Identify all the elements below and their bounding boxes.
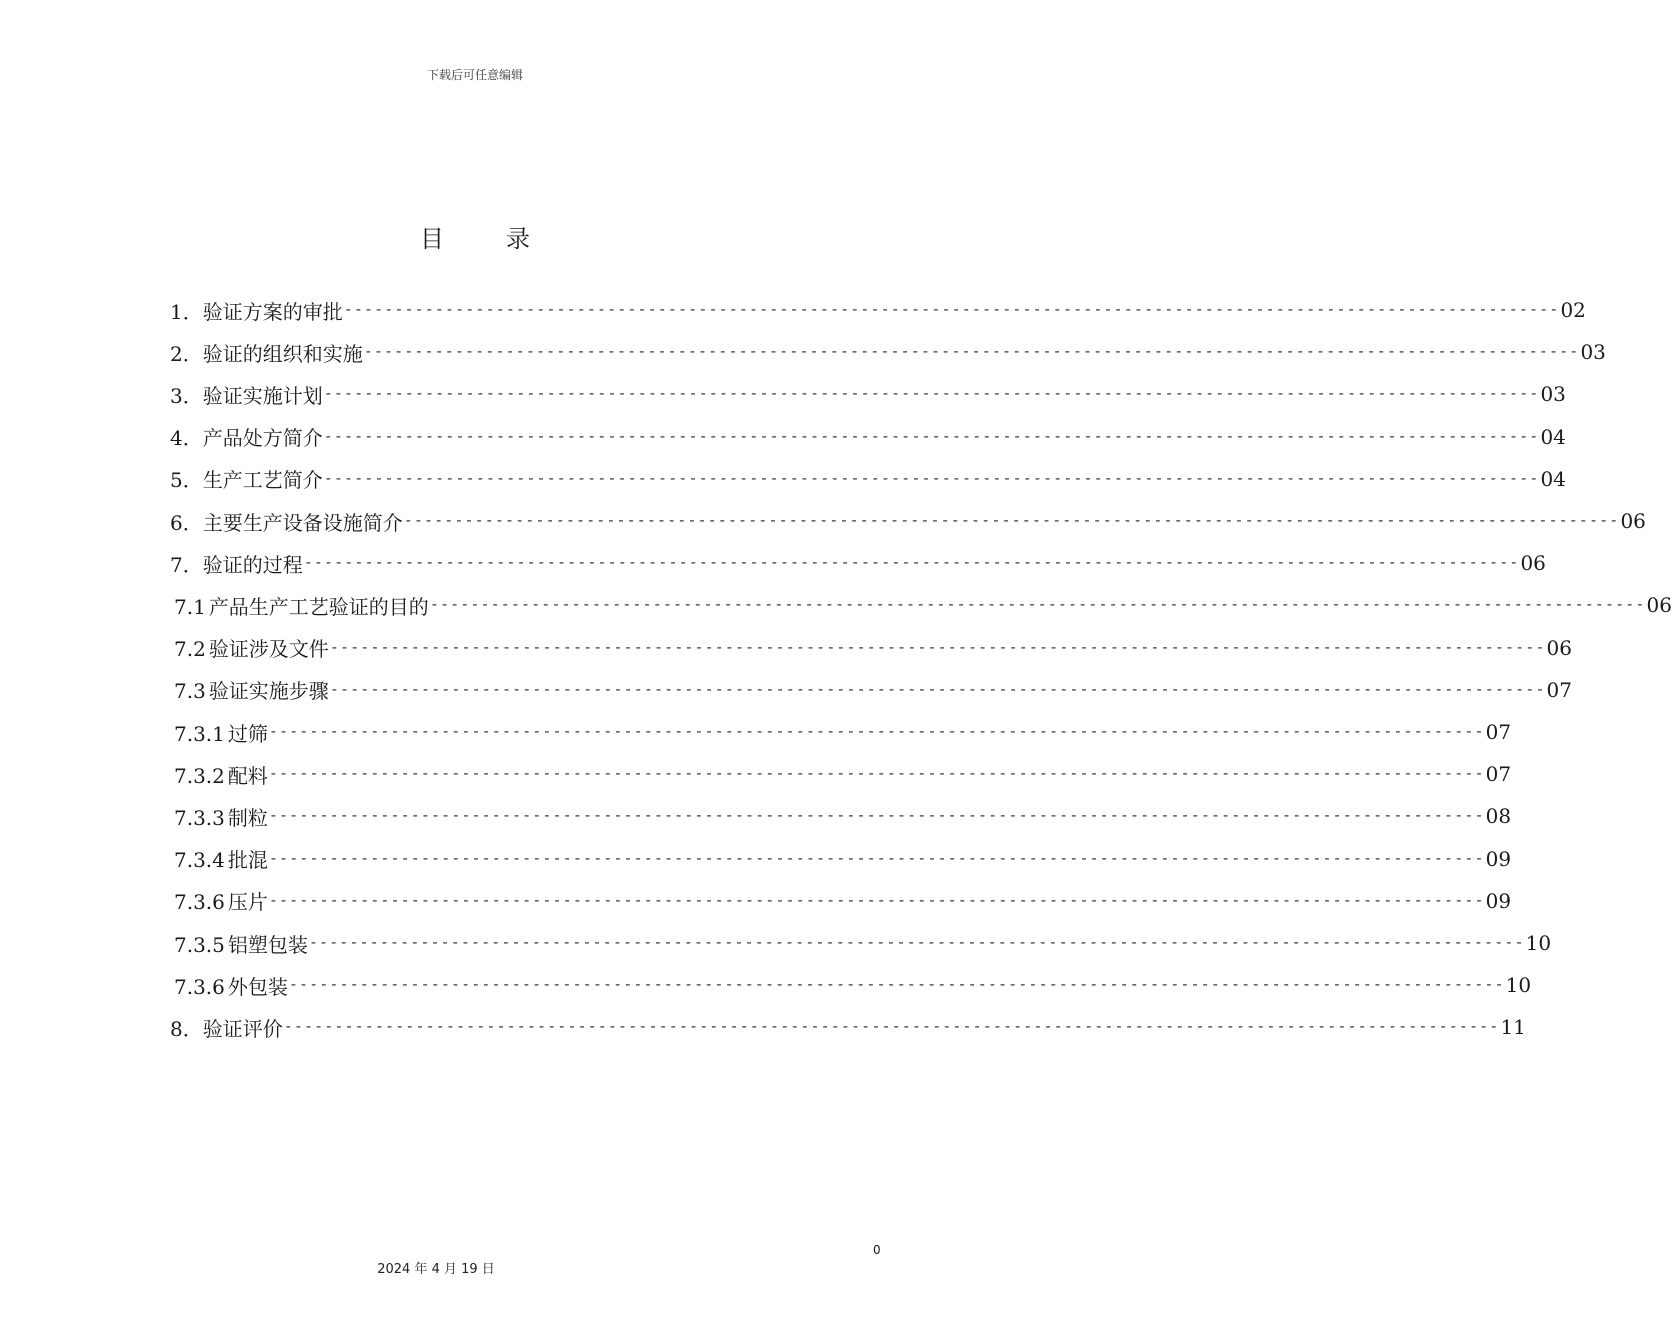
toc-entry-number: 7.3.4 — [174, 848, 225, 873]
toc-entry-label — [170, 549, 303, 578]
toc-entry-page: 07 — [1485, 762, 1512, 787]
toc-entry[interactable] — [170, 505, 1646, 537]
toc-entry-leader: ------------------------------------------------------------------------------------------------------------------------ — [329, 679, 1546, 698]
toc-entry-label — [174, 802, 268, 831]
toc-entry-label — [174, 929, 308, 958]
toc-entry-title: 铝塑包装 — [227, 932, 308, 957]
toc-entry-label — [174, 844, 268, 873]
toc-entry[interactable] — [174, 758, 1512, 790]
toc-entry-label — [174, 760, 268, 789]
toc-entry-title: 验证实施计划 — [202, 383, 323, 408]
toc-entry-leader: ------------------------------------------------------------------------------------------------------------------------ — [429, 595, 1646, 614]
toc-entry-title: 批混 — [227, 848, 268, 873]
toc-entry-page: 08 — [1485, 804, 1512, 829]
toc-entry-title: 主要生产设备设施简介 — [202, 510, 403, 535]
toc-entry-label — [170, 464, 323, 493]
toc-entry-leader: ------------------------------------------------------------------------------------------------------------------------ — [329, 637, 1546, 656]
toc-entry-number: 7． — [170, 552, 203, 577]
toc-entry-leader: ------------------------------------------------------------------------------------------------------------------------ — [308, 933, 1525, 951]
toc-entry-title: 验证实施步骤 — [208, 679, 329, 704]
toc-entry-leader: ------------------------------------------------------------------------------------------------------------------------ — [268, 806, 1485, 825]
toc-title-char-2: 录 — [506, 225, 530, 253]
toc-entry-label — [170, 296, 343, 325]
toc-entry-leader: ------------------------------------------------------------------------------------------------------------------------ — [323, 384, 1540, 403]
toc-entry-label — [170, 338, 363, 367]
toc-entry-page: 09 — [1485, 888, 1512, 913]
toc-entry-leader: ------------------------------------------------------------------------------------------------------------------------ — [323, 426, 1540, 445]
toc-entry[interactable] — [170, 547, 1546, 579]
toc-title — [0, 219, 950, 254]
toc-entry-page: 11 — [1500, 1015, 1526, 1040]
toc-entry-label — [174, 971, 288, 1000]
toc-entry[interactable] — [170, 378, 1566, 410]
toc-entry-number: 7.1 — [174, 594, 206, 619]
toc-entry-number: 5． — [170, 468, 203, 493]
toc-entry-page: 03 — [1580, 340, 1606, 365]
toc-entry[interactable] — [170, 336, 1606, 368]
toc-entry-leader: ------------------------------------------------------------------------------------------------------------------------ — [363, 342, 1580, 361]
toc-entry[interactable] — [174, 927, 1552, 959]
toc-entry-page: 06 — [1520, 551, 1546, 576]
toc-entry-label — [174, 718, 268, 747]
toc-entry-label — [170, 422, 323, 451]
toc-entry-number: 2． — [170, 341, 203, 366]
toc-entry-page: 10 — [1525, 931, 1552, 955]
toc-entry-title: 验证的过程 — [202, 552, 303, 577]
toc-entry[interactable] — [174, 843, 1512, 875]
toc-entry-number: 6． — [170, 510, 203, 535]
toc-entry[interactable] — [174, 969, 1532, 1001]
toc-entry-page: 03 — [1540, 382, 1566, 407]
toc-entry-number: 7.3.1 — [174, 721, 225, 746]
toc-entry-leader: ------------------------------------------------------------------------------------------------------------------------ — [268, 722, 1485, 740]
toc-entry-label — [174, 591, 429, 620]
toc-entry[interactable] — [174, 674, 1572, 706]
page-number: 0 — [873, 1243, 881, 1257]
toc-entry-leader: ------------------------------------------------------------------------------------------------------------------------ — [283, 1017, 1500, 1036]
toc-title-char-1: 目 — [420, 225, 444, 253]
toc-entry[interactable] — [170, 1011, 1526, 1043]
toc-entry-page: 06 — [1620, 509, 1646, 533]
toc-entry-page: 07 — [1485, 720, 1512, 744]
toc-entry-leader: ------------------------------------------------------------------------------------------------------------------------ — [323, 468, 1540, 487]
toc-entry-leader: ------------------------------------------------------------------------------------------------------------------------ — [343, 300, 1560, 318]
toc-entry-page: 09 — [1485, 846, 1512, 871]
toc-entry[interactable] — [170, 294, 1586, 326]
toc-entry-label — [174, 633, 329, 662]
toc-entry-number: 7.3.5 — [174, 932, 225, 957]
toc-entry[interactable] — [174, 800, 1512, 832]
toc-entry-number: 3． — [170, 383, 203, 408]
toc-entry-title: 验证评价 — [202, 1016, 283, 1041]
toc-entry-number: 7.3 — [174, 679, 206, 704]
toc-entry-page: 07 — [1546, 677, 1572, 702]
header-note: 下载后可任意编辑 — [426, 68, 523, 82]
toc-entry-leader: ------------------------------------------------------------------------------------------------------------------------ — [268, 890, 1485, 909]
toc-entry-page: 02 — [1560, 298, 1586, 322]
toc-entry-title: 产品生产工艺验证的目的 — [208, 594, 429, 619]
toc-entry-title: 验证的组织和实施 — [202, 341, 363, 366]
toc-entry-page: 06 — [1546, 635, 1572, 660]
toc-entry-label — [170, 507, 403, 536]
toc-entry-leader: ------------------------------------------------------------------------------------------------------------------------ — [303, 553, 1520, 572]
toc-entry-number: 8． — [170, 1016, 203, 1041]
toc-entry-number: 7.3.6 — [174, 974, 225, 999]
toc-entry-label — [174, 675, 329, 704]
toc-entry[interactable] — [174, 716, 1512, 748]
toc-entry-title: 验证方案的审批 — [202, 299, 343, 324]
toc-entry-page: 04 — [1540, 424, 1566, 449]
footer-date: 2024 年 4 月 19 日 — [377, 1262, 495, 1277]
toc-entry-page: 10 — [1505, 973, 1532, 998]
toc-entry[interactable] — [170, 463, 1566, 495]
toc-entry[interactable] — [170, 421, 1566, 453]
toc-entry-number: 4． — [170, 426, 203, 451]
toc-entry-leader: ------------------------------------------------------------------------------------------------------------------------ — [268, 848, 1485, 867]
toc-entry-title: 验证涉及文件 — [208, 637, 329, 662]
toc-entry-page: 06 — [1646, 593, 1672, 618]
toc-entry-label — [174, 886, 268, 915]
toc-entry-label — [170, 1013, 283, 1042]
toc-entry-title: 生产工艺简介 — [202, 468, 323, 493]
toc-entry-leader: ------------------------------------------------------------------------------------------------------------------------ — [268, 764, 1485, 783]
toc-entry-title: 压片 — [227, 890, 268, 915]
toc-entry[interactable] — [174, 632, 1572, 664]
toc-entry-number: 7.3.3 — [174, 805, 225, 830]
toc-entry-number: 1． — [170, 299, 203, 324]
toc-entry-title: 外包装 — [227, 974, 288, 999]
toc-entry-number: 7.2 — [174, 637, 206, 662]
toc-entry-number: 7.3.2 — [174, 763, 225, 788]
toc-entry-title: 配料 — [227, 763, 268, 788]
toc-entry[interactable] — [174, 589, 1672, 621]
toc-entry-label — [170, 380, 323, 409]
toc-entry-title: 产品处方简介 — [202, 426, 323, 451]
toc-entry-title: 过筛 — [227, 721, 268, 746]
toc-entry-page: 04 — [1540, 466, 1566, 491]
toc-entry-number: 7.3.6 — [174, 890, 225, 915]
toc-entry-title: 制粒 — [227, 805, 268, 830]
toc-entry[interactable] — [174, 885, 1512, 917]
toc-entry-leader: ------------------------------------------------------------------------------------------------------------------------ — [288, 975, 1505, 994]
toc-entry-leader: ------------------------------------------------------------------------------------------------------------------------ — [403, 511, 1620, 529]
